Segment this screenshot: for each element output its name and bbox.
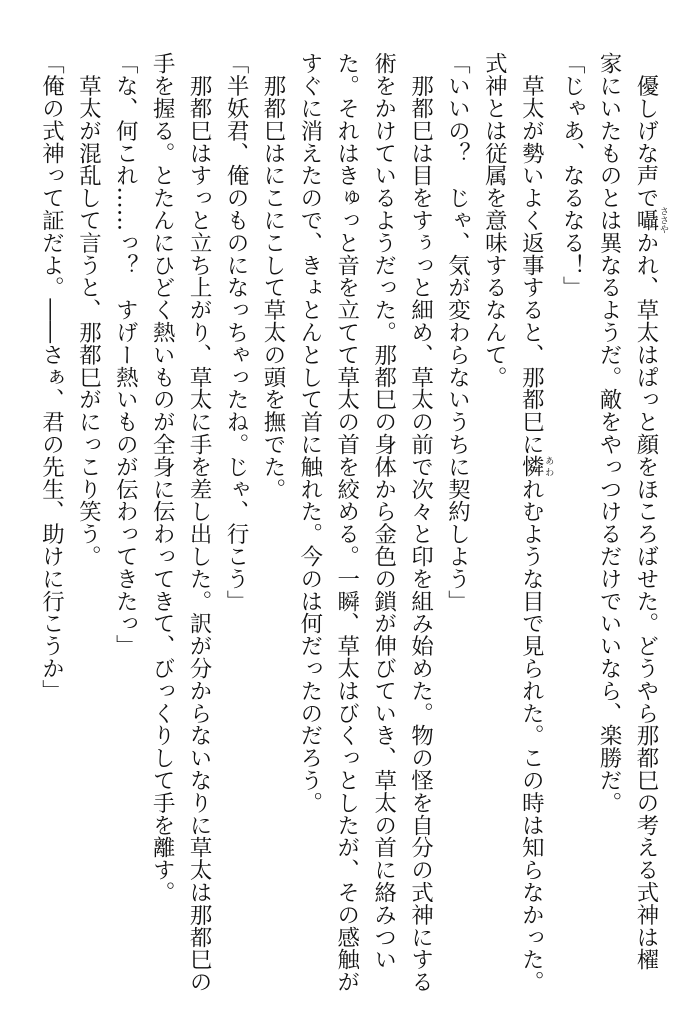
- vertical-text-body: [33, 52, 668, 1002]
- text-line: 草太が混乱して言うと、那都巳がにっこり笑う。: [75, 52, 102, 568]
- text-line: 術をかけているようだった。那都巳の身体から金色の鎖が伸びていき、草太の首に絡みつい: [370, 52, 397, 971]
- text-line: すぐに消えたので、きょとんとして首に触れた。今のは何だったのだろう。: [296, 52, 323, 814]
- text-line: 那都巳は目をすぅっと細め、草太の前で次々と印を組み始めた。物の怪を自分の式神にする: [407, 52, 434, 993]
- text-line: 那都巳はすっと立ち上がり、草太に手を差し出した。訳が分からないなりに草太は那都巳の: [186, 52, 213, 993]
- dialogue-line: 「俺の式神って証だよ。――さぁ、君の先生、助けに行こうか」: [38, 52, 65, 702]
- dialogue-line: 「半妖君、俺のものになっちゃったね。じゃ、行こう」: [223, 52, 250, 612]
- dialogue-line: 「じゃあ、なるなる！」: [559, 52, 586, 299]
- text-line: 手を握る。とたんにひどく熱いものが全身に伝わってきて、びっくりして手を離す。: [149, 52, 176, 904]
- text-line: 那都巳はにこにこして草太の頭を撫でた。: [259, 52, 286, 500]
- text-line: た。それはきゅっと音を立てて草太の首を絞める。一瞬、草太はびくっとしたが、その感触が: [333, 52, 360, 993]
- text-line: 式神とは従属を意味するなんて。: [481, 52, 508, 388]
- dialogue-line: 「いいの？ じゃ、気が変わらないうちに契約しよう」: [444, 52, 471, 612]
- furigana-ruby: 囁 ささや: [633, 206, 668, 234]
- text-line: 草太が勢いよく返事すると、那都巳に憐 あわれむような目で見られた。この時は知らなかった。: [518, 52, 554, 993]
- text-line: 家にいたものとは異なるようだ。敵をやっつけるだけでいいなら、楽勝だ。: [596, 52, 623, 814]
- dialogue-line: 「な、何これ……っ？ すげー熱いものが伝わってきたっ」: [112, 52, 139, 657]
- text-line: 優しげな声で囁 ささやかれ、草太はぱっと顔をほころばせた。どうやら那都巳の考える式神は櫂: [633, 52, 668, 971]
- furigana-ruby: 憐 あわ: [518, 455, 554, 478]
